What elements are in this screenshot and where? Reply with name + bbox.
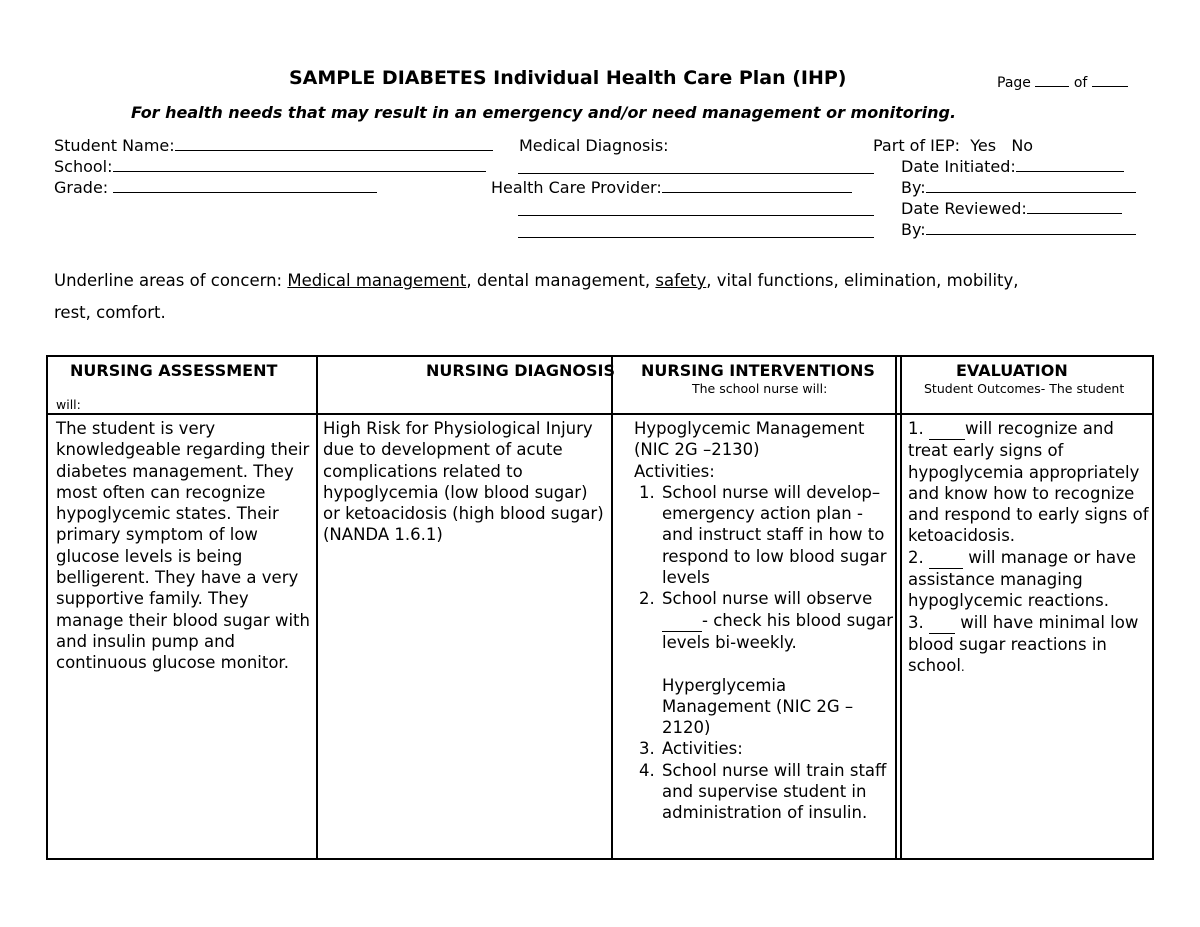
intervention-item-2-rest: - check his blood sugar levels bi-weekly. xyxy=(662,610,894,652)
areas-of-concern-line-1 xyxy=(54,271,1019,290)
intervention-item-2-text: School nurse will observe xyxy=(662,589,873,609)
by-input-1[interactable] xyxy=(926,178,1136,193)
provider-line-3[interactable] xyxy=(518,223,874,238)
date-reviewed-input[interactable] xyxy=(1027,199,1122,214)
iep-no-option[interactable]: No xyxy=(1011,136,1034,155)
medical-diagnosis-input[interactable] xyxy=(518,159,874,174)
by-field-1 xyxy=(901,178,1136,197)
activities-label: Activities: xyxy=(634,461,715,481)
intervention-item-1: 1. School nurse will develop– emergency action plan - and instruct staff in how to respond to low blood sugar levels xyxy=(660,482,896,588)
care-plan-table xyxy=(46,355,1154,860)
header-divider xyxy=(48,413,1152,415)
page-label: Page xyxy=(997,75,1031,91)
diagnosis-cell: High Risk for Physiological Injury due to development of acute complications related to hypoglycemia (low blood sugar) or ketoacidosis (high blood sugar) (NANDA 1.6.1) xyxy=(323,419,604,545)
school-input[interactable] xyxy=(113,157,486,172)
hypoglycemic-title: Hypoglycemic Management xyxy=(634,419,865,438)
grade-label: Grade: xyxy=(54,178,109,197)
date-initiated-field xyxy=(901,157,1124,176)
column-divider-1 xyxy=(316,357,318,858)
evaluation-3-blank[interactable] xyxy=(929,612,955,634)
header-nursing-diagnosis: NURSING DIAGNOSIS xyxy=(426,361,616,380)
concern-medical-management: Medical management xyxy=(287,271,467,290)
student-name-field xyxy=(54,136,493,155)
evaluation-cell xyxy=(908,418,1152,679)
hyperglycemia-title: Hyperglycemia Management (NIC 2G – 2120) xyxy=(662,675,854,738)
provider-line-2[interactable] xyxy=(518,201,874,216)
header-nursing-assessment: NURSING ASSESSMENT xyxy=(70,361,278,380)
document-subtitle: For health needs that may result in an emergency and/or need management or monitoring. xyxy=(131,103,957,122)
intervention-item-4: 4. School nurse will train staff and supervise student in administration of insulin. xyxy=(660,760,896,824)
date-reviewed-label: Date Reviewed: xyxy=(901,199,1027,218)
evaluation-2-number: 2. xyxy=(908,547,929,567)
evaluation-3-period: . xyxy=(960,660,965,675)
header-evaluation-sub: Student Outcomes- The student xyxy=(924,381,1125,396)
health-care-provider-input[interactable] xyxy=(662,178,852,193)
header-nursing-interventions: NURSING INTERVENTIONS xyxy=(641,361,875,380)
by-input-2[interactable] xyxy=(926,220,1136,235)
header-evaluation: EVALUATION xyxy=(956,361,1068,380)
evaluation-2-blank[interactable] xyxy=(929,547,963,569)
evaluation-2-text: will manage or have assistance managing hypoglycemic reactions. xyxy=(908,547,1136,611)
health-care-provider-label: Health Care Provider: xyxy=(491,178,662,197)
medical-diagnosis-label: Medical Diagnosis: xyxy=(519,136,669,155)
assessment-cell: The student is very knowledgeable regarding their diabetes management. They most often can recognize hypoglycemic states. Their primary symptom of low glucose levels is being belligerent. They have a very supportive family. They manage their blood sugar with and insulin pump and continuous glucose monitor. xyxy=(56,419,310,673)
evaluation-3-number: 3. xyxy=(908,612,929,632)
student-name-label: Student Name: xyxy=(54,136,175,155)
evaluation-3-text: will have minimal low blood sugar reactions in school xyxy=(908,612,1139,676)
concern-prefix: Underline areas of concern: xyxy=(54,271,288,290)
iep-field xyxy=(873,136,1033,155)
concern-safety: safety xyxy=(655,271,707,290)
evaluation-1-number: 1. xyxy=(908,419,929,438)
school-field xyxy=(54,157,486,176)
header-interventions-sub: The school nurse will: xyxy=(692,381,828,396)
evaluation-1-blank[interactable] xyxy=(929,418,965,440)
of-label: of xyxy=(1073,75,1088,91)
date-initiated-input[interactable] xyxy=(1016,157,1124,172)
grade-field xyxy=(54,178,377,197)
interventions-list xyxy=(634,482,896,824)
by-label-2: By: xyxy=(901,220,926,239)
by-field-2 xyxy=(901,220,1136,239)
intervention-item-2 xyxy=(660,588,896,738)
header-will-label: will: xyxy=(56,397,81,412)
concern-dental: , dental management, xyxy=(466,271,656,290)
iep-label: Part of IEP: xyxy=(873,136,961,155)
evaluation-1-text: will recognize and treat early signs of hypoglycemia appropriately and know how to recognize and respond to early signs of ketoacidosis. xyxy=(908,419,1149,546)
grade-input[interactable] xyxy=(113,178,377,193)
iep-yes-option[interactable]: Yes xyxy=(970,136,997,155)
document-title: SAMPLE DIABETES Individual Health Care Plan (IHP) xyxy=(289,67,847,89)
student-name-input[interactable] xyxy=(175,136,493,151)
concern-rest: , vital functions, elimination, mobility, xyxy=(706,271,1019,290)
page-counter xyxy=(997,72,1128,91)
hypoglycemic-code: (NIC 2G –2130) xyxy=(634,440,760,460)
health-care-provider-field xyxy=(491,178,852,197)
column-divider-2 xyxy=(611,357,613,858)
school-label: School: xyxy=(54,157,113,176)
page-total-blank[interactable] xyxy=(1092,72,1128,87)
intervention-item-3: 3. Activities: xyxy=(660,738,896,759)
page-number-blank[interactable] xyxy=(1035,72,1069,87)
column-divider-3b xyxy=(900,357,902,858)
areas-of-concern-line-2: rest, comfort. xyxy=(54,303,166,322)
observe-blank[interactable] xyxy=(662,610,702,632)
date-initiated-label: Date Initiated: xyxy=(901,157,1016,176)
date-reviewed-field xyxy=(901,199,1122,218)
by-label-1: By: xyxy=(901,178,926,197)
interventions-cell xyxy=(634,418,896,824)
